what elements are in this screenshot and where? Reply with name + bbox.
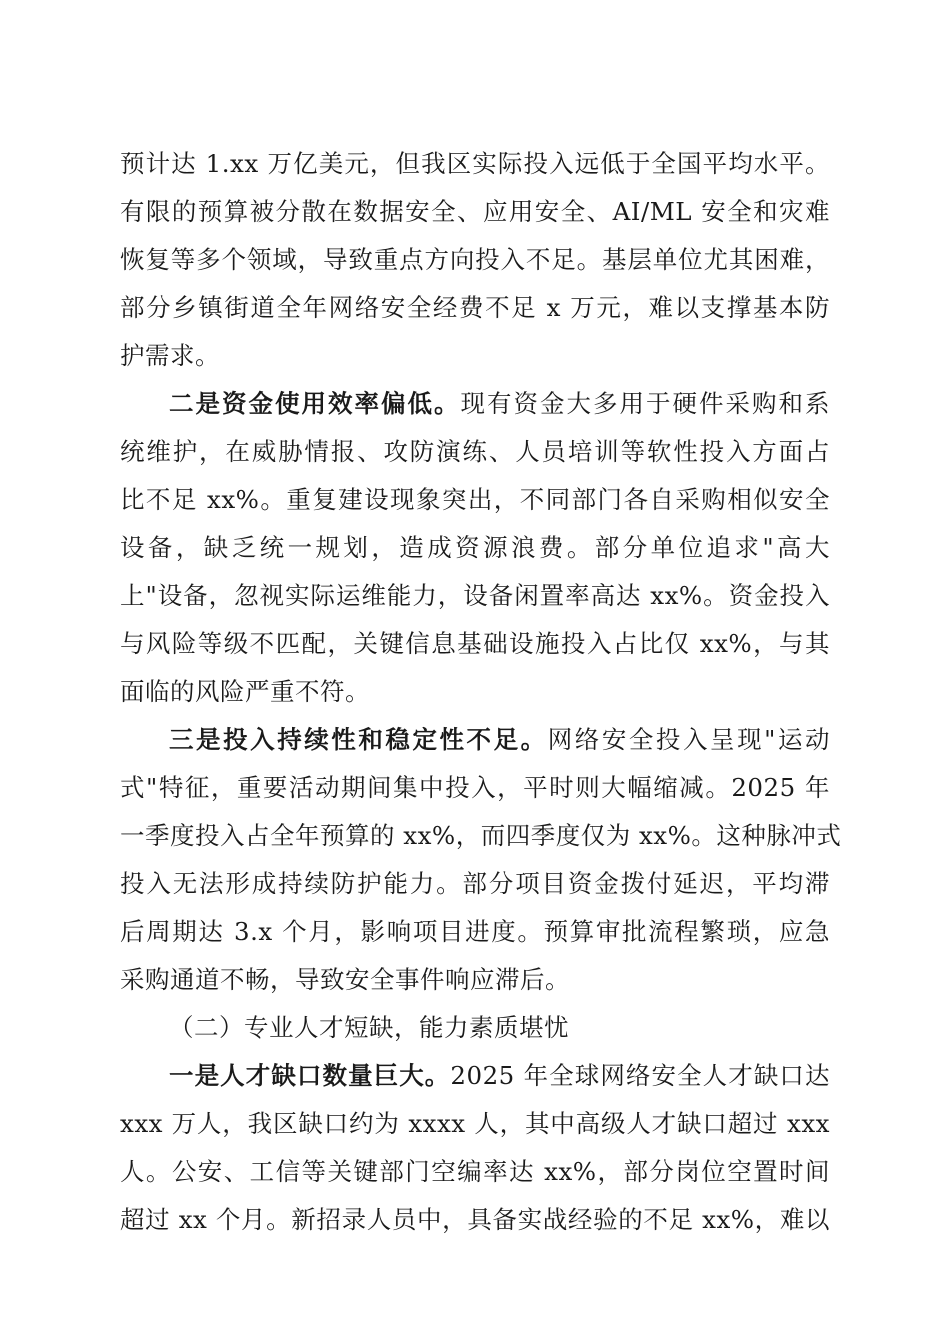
- text-line: [120, 716, 830, 764]
- text-line: 与风险等级不匹配，关键信息基础设施投入占比仅 xx%，与其: [120, 629, 830, 658]
- text-fragment: 网络安全投入呈现"运动: [547, 725, 830, 754]
- text-line: 式"特征，重要活动期间集中投入，平时则大幅缩减。2025 年: [120, 773, 830, 802]
- text-fragment: 2025 年全球网络安全人才缺口达: [450, 1061, 830, 1090]
- text-line: 部分乡镇街道全年网络安全经费不足 x 万元，难以支撑基本防: [120, 293, 830, 322]
- text-line: 有限的预算被分散在数据安全、应用安全、AI/ML 安全和灾难: [120, 197, 830, 226]
- text-line: 比不足 xx%。重复建设现象突出，不同部门各自采购相似安全: [120, 485, 830, 514]
- text-line: 统维护，在威胁情报、攻防演练、人员培训等软性投入方面占: [120, 437, 830, 466]
- paragraph-investment-continuity: [120, 716, 842, 1004]
- document-body: [120, 140, 842, 1244]
- text-line: 后周期达 3.x 个月，影响项目进度。预算审批流程繁琐，应急: [120, 917, 830, 946]
- text-line: 恢复等多个领域，导致重点方向投入不足。基层单位尤其困难，: [120, 245, 830, 274]
- text-line: 超过 xx 个月。新招录人员中，具备实战经验的不足 xx%，难以: [120, 1205, 830, 1234]
- text-line: 面临的风险严重不符。: [120, 677, 370, 706]
- paragraph-lead: 一是人才缺口数量巨大。: [169, 1061, 451, 1090]
- text-line: 预计达 1.xx 万亿美元，但我区实际投入远低于全国平均水平。: [120, 149, 830, 178]
- text-line: 采购通道不畅，导致安全事件响应滞后。: [120, 965, 570, 994]
- section-heading: [120, 1004, 830, 1052]
- text-line: [120, 1052, 830, 1100]
- paragraph-lead: 三是投入持续性和稳定性不足。: [169, 725, 548, 754]
- text-line: 上"设备，忽视实际运维能力，设备闲置率高达 xx%。资金投入: [120, 581, 830, 610]
- paragraph-fund-efficiency: [120, 380, 830, 716]
- text-line: 投入无法形成持续防护能力。部分项目资金拨付延迟，平均滞: [120, 869, 830, 898]
- text-fragment: 现有资金大多用于硬件采购和系: [460, 389, 830, 418]
- text-line: 一季度投入占全年预算的 xx%，而四季度仅为 xx%。这种脉冲式: [120, 821, 842, 850]
- text-line: 设备，缺乏统一规划，造成资源浪费。部分单位追求"高大: [120, 533, 830, 562]
- text-line: xxx 万人，我区缺口约为 xxxx 人，其中高级人才缺口超过 xxx: [120, 1109, 830, 1138]
- text-line: [120, 380, 830, 428]
- paragraph-talent-gap: [120, 1052, 830, 1244]
- text-line: 护需求。: [120, 341, 220, 370]
- paragraph-lead: 二是资金使用效率偏低。: [169, 389, 461, 418]
- paragraph-budget-shortfall: [120, 140, 830, 380]
- text-line: 人。公安、工信等关键部门空编率达 xx%，部分岗位空置时间: [120, 1157, 830, 1186]
- section-heading-text: （二）专业人才短缺，能力素质堪忧: [169, 1013, 569, 1042]
